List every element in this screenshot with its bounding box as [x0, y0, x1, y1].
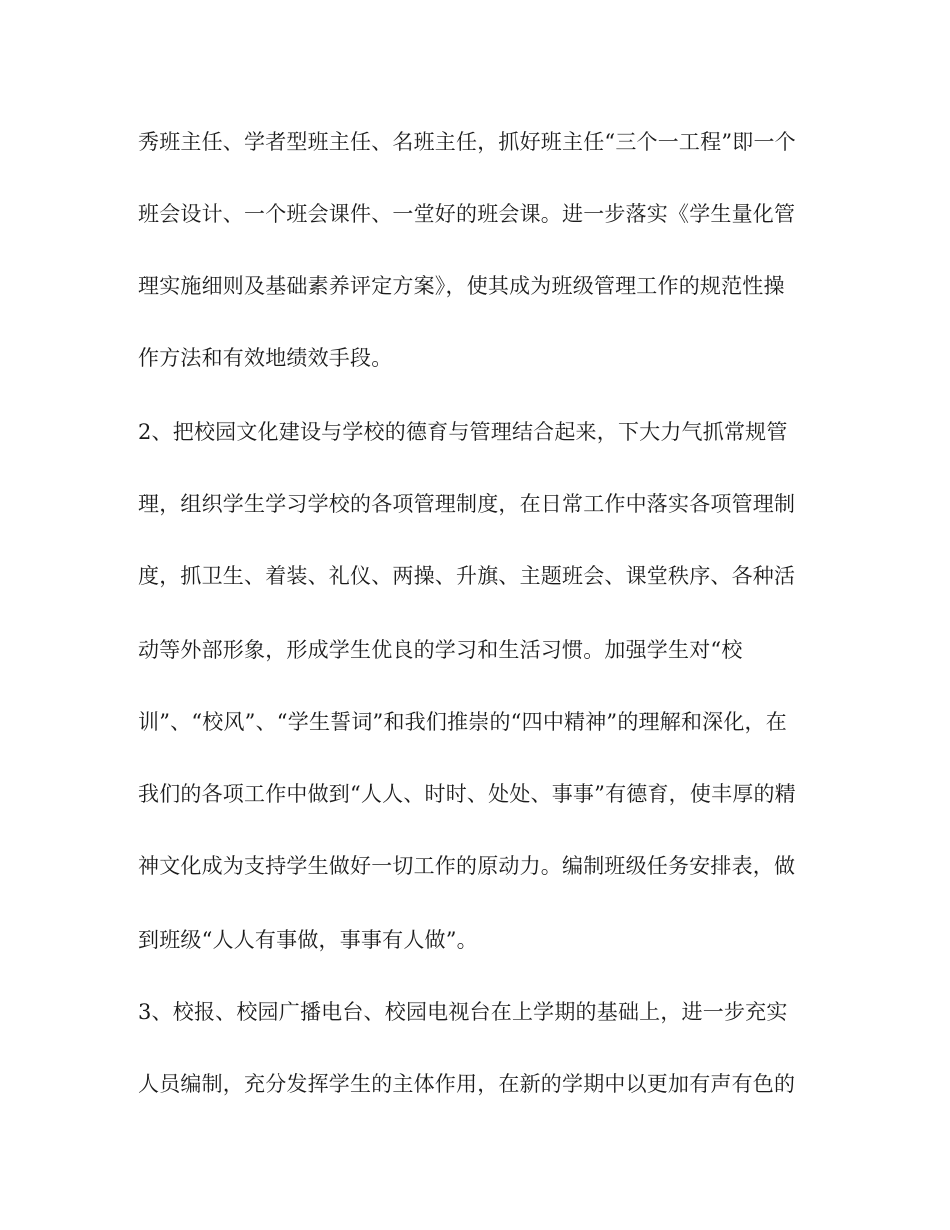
text-line: 人员编制，充分发挥学生的主体作用，在新的学期中以更加有声有色的	[138, 1072, 796, 1096]
text-line: 训”、“校风”、“学生誓词”和我们推崇的“四中精神”的理解和深化，在	[138, 710, 787, 734]
text-line: 动等外部形象，形成学生优良的学习和生活习惯。加强学生对“校	[138, 638, 743, 662]
text-line: 神文化成为支持学生做好一切工作的原动力。编制班级任务安排表，做	[138, 854, 796, 878]
text-line: 度，抓卫生、着装、礼仪、两操、升旗、主题班会、课堂秩序、各种活	[138, 564, 796, 588]
text-line: 3、校报、校园广播电台、校园电视台在上学期的基础上，进一步充实	[138, 1000, 788, 1024]
text-line: 2、把校园文化建设与学校的德育与管理结合起来，下大力气抓常规管	[138, 420, 788, 444]
text-line: 班会设计、一个班会课件、一堂好的班会课。进一步落实《学生量化管	[138, 202, 796, 226]
text-line: 我们的各项工作中做到“人人、时时、处处、事事”有德育，使丰厚的精	[138, 782, 796, 806]
text-line: 作方法和有效地绩效手段。	[138, 346, 393, 370]
text-line: 理，组织学生学习学校的各项管理制度，在日常工作中落实各项管理制	[138, 492, 796, 516]
text-line: 理实施细则及基础素养评定方案》，使其成为班级管理工作的规范性操	[138, 274, 785, 298]
text-line: 秀班主任、学者型班主任、名班主任，抓好班主任“三个一工程”即一个	[138, 130, 796, 154]
text-line: 到班级“人人有事做，事事有人做”。	[138, 928, 478, 952]
